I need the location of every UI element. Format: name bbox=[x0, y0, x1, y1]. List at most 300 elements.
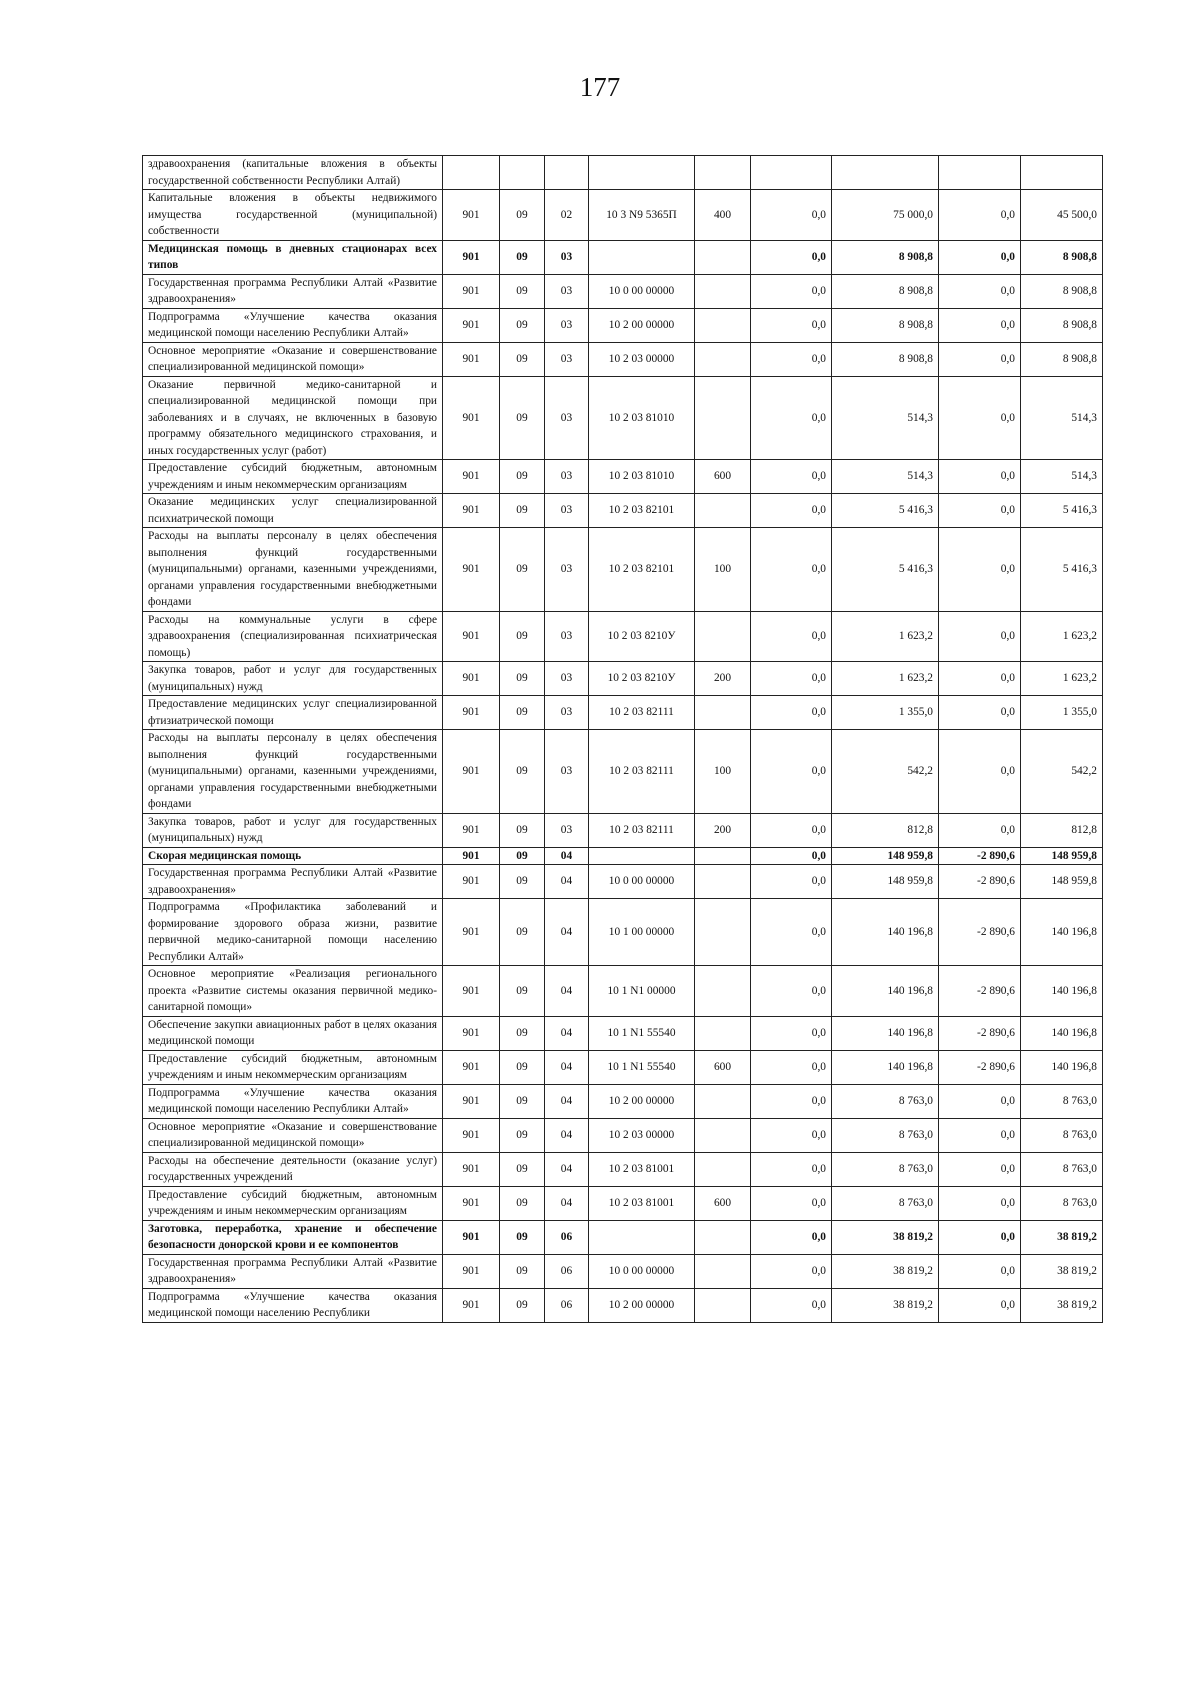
table-row bbox=[143, 460, 1103, 494]
amount-cell-1: 0,0 bbox=[751, 611, 832, 662]
amount-cell-2: 38 819,2 bbox=[832, 1220, 939, 1254]
target-article-cell: 10 2 03 8210У bbox=[589, 611, 695, 662]
ministry-code-cell: 901 bbox=[443, 1220, 500, 1254]
target-article-cell: 10 2 00 00000 bbox=[589, 308, 695, 342]
amount-cell-1: 0,0 bbox=[751, 865, 832, 899]
row-name-cell: Предоставление субсидий бюджетным, автономным учреждениям и иным некоммерческим организациям bbox=[143, 1186, 443, 1220]
row-name-cell: Оказание первичной медико-санитарной и специализированной медицинской помощи при заболеваниях и в случаях, не включенных в базовую программу обязательного медицинского страхования, и иных государственных услуг (работ) bbox=[143, 376, 443, 460]
amount-cell-2: 8 908,8 bbox=[832, 274, 939, 308]
amount-cell-3: 0,0 bbox=[939, 240, 1021, 274]
budget-table bbox=[142, 155, 1103, 1323]
amount-cell-3: -2 890,6 bbox=[939, 847, 1021, 865]
expense-type-cell: 200 bbox=[695, 662, 751, 696]
amount-cell-2: 75 000,0 bbox=[832, 190, 939, 241]
section-code-cell: 09 bbox=[500, 730, 545, 814]
expense-type-cell bbox=[695, 1288, 751, 1322]
row-name-cell: Расходы на выплаты персоналу в целях обеспечения выполнения функций государственными (муниципальными) органами, казенными учреждениями, органами управления государственными внебюджетными фондами bbox=[143, 730, 443, 814]
amount-cell-4: 1 623,2 bbox=[1021, 662, 1103, 696]
amount-cell-4: 8 763,0 bbox=[1021, 1152, 1103, 1186]
target-article-cell: 10 1 N1 55540 bbox=[589, 1050, 695, 1084]
subsection-code-cell: 03 bbox=[545, 730, 589, 814]
table-row bbox=[143, 1118, 1103, 1152]
amount-cell-3: 0,0 bbox=[939, 696, 1021, 730]
expense-type-cell: 400 bbox=[695, 190, 751, 241]
amount-cell-4: 140 196,8 bbox=[1021, 899, 1103, 966]
subsection-code-cell: 06 bbox=[545, 1220, 589, 1254]
row-name-cell: Медицинская помощь в дневных стационарах всех типов bbox=[143, 240, 443, 274]
subsection-code-cell: 03 bbox=[545, 376, 589, 460]
ministry-code-cell: 901 bbox=[443, 966, 500, 1017]
row-name-cell: Закупка товаров, работ и услуг для государственных (муниципальных) нужд bbox=[143, 662, 443, 696]
amount-cell-2: 140 196,8 bbox=[832, 899, 939, 966]
ministry-code-cell: 901 bbox=[443, 308, 500, 342]
amount-cell-2: 8 763,0 bbox=[832, 1152, 939, 1186]
amount-cell-2: 140 196,8 bbox=[832, 1016, 939, 1050]
target-article-cell bbox=[589, 847, 695, 865]
amount-cell-3: 0,0 bbox=[939, 1118, 1021, 1152]
amount-cell-3: -2 890,6 bbox=[939, 966, 1021, 1017]
ministry-code-cell: 901 bbox=[443, 611, 500, 662]
subsection-code-cell: 03 bbox=[545, 308, 589, 342]
target-article-cell: 10 2 03 82111 bbox=[589, 813, 695, 847]
expense-type-cell bbox=[695, 494, 751, 528]
expense-type-cell bbox=[695, 865, 751, 899]
ministry-code-cell: 901 bbox=[443, 342, 500, 376]
amount-cell-1: 0,0 bbox=[751, 966, 832, 1017]
target-article-cell: 10 1 N1 00000 bbox=[589, 966, 695, 1017]
target-article-cell: 10 2 03 8210У bbox=[589, 662, 695, 696]
amount-cell-1: 0,0 bbox=[751, 460, 832, 494]
subsection-code-cell: 04 bbox=[545, 865, 589, 899]
amount-cell-2: 8 908,8 bbox=[832, 240, 939, 274]
section-code-cell: 09 bbox=[500, 1186, 545, 1220]
amount-cell-4: 542,2 bbox=[1021, 730, 1103, 814]
expense-type-cell: 100 bbox=[695, 730, 751, 814]
table-row bbox=[143, 1050, 1103, 1084]
ministry-code-cell: 901 bbox=[443, 696, 500, 730]
table-row bbox=[143, 376, 1103, 460]
ministry-code-cell: 901 bbox=[443, 847, 500, 865]
target-article-cell: 10 2 03 81010 bbox=[589, 460, 695, 494]
table-row bbox=[143, 240, 1103, 274]
row-name-cell: Предоставление субсидий бюджетным, автономным учреждениям и иным некоммерческим организациям bbox=[143, 1050, 443, 1084]
amount-cell-4: 140 196,8 bbox=[1021, 1050, 1103, 1084]
section-code-cell: 09 bbox=[500, 460, 545, 494]
expense-type-cell bbox=[695, 376, 751, 460]
amount-cell-3: 0,0 bbox=[939, 1220, 1021, 1254]
ministry-code-cell: 901 bbox=[443, 376, 500, 460]
ministry-code-cell: 901 bbox=[443, 1118, 500, 1152]
amount-cell-1: 0,0 bbox=[751, 494, 832, 528]
target-article-cell: 10 2 03 81001 bbox=[589, 1186, 695, 1220]
table-row bbox=[143, 190, 1103, 241]
subsection-code-cell: 04 bbox=[545, 1016, 589, 1050]
amount-cell-3: -2 890,6 bbox=[939, 1016, 1021, 1050]
target-article-cell: 10 2 03 82101 bbox=[589, 528, 695, 612]
table-row bbox=[143, 611, 1103, 662]
amount-cell-2: 8 908,8 bbox=[832, 308, 939, 342]
amount-cell-2 bbox=[832, 156, 939, 190]
ministry-code-cell: 901 bbox=[443, 1186, 500, 1220]
row-name-cell: Основное мероприятие «Оказание и совершенствование специализированной медицинской помощи» bbox=[143, 342, 443, 376]
expense-type-cell bbox=[695, 274, 751, 308]
ministry-code-cell: 901 bbox=[443, 274, 500, 308]
amount-cell-4: 38 819,2 bbox=[1021, 1288, 1103, 1322]
table-row bbox=[143, 1186, 1103, 1220]
ministry-code-cell: 901 bbox=[443, 1288, 500, 1322]
row-name-cell: здравоохранения (капитальные вложения в объекты государственной собственности Республики Алтай) bbox=[143, 156, 443, 190]
row-name-cell: Государственная программа Республики Алтай «Развитие здравоохранения» bbox=[143, 865, 443, 899]
section-code-cell: 09 bbox=[500, 240, 545, 274]
expense-type-cell bbox=[695, 156, 751, 190]
amount-cell-2: 514,3 bbox=[832, 376, 939, 460]
section-code-cell: 09 bbox=[500, 847, 545, 865]
table-row bbox=[143, 156, 1103, 190]
table-row bbox=[143, 813, 1103, 847]
amount-cell-1: 0,0 bbox=[751, 274, 832, 308]
table-row bbox=[143, 1016, 1103, 1050]
row-name-cell: Подпрограмма «Улучшение качества оказания медицинской помощи населению Республики Алтай» bbox=[143, 308, 443, 342]
amount-cell-4: 8 908,8 bbox=[1021, 342, 1103, 376]
target-article-cell: 10 2 03 81001 bbox=[589, 1152, 695, 1186]
amount-cell-2: 5 416,3 bbox=[832, 494, 939, 528]
amount-cell-1: 0,0 bbox=[751, 308, 832, 342]
section-code-cell: 09 bbox=[500, 528, 545, 612]
section-code-cell: 09 bbox=[500, 966, 545, 1017]
amount-cell-4: 5 416,3 bbox=[1021, 528, 1103, 612]
section-code-cell: 09 bbox=[500, 1016, 545, 1050]
subsection-code-cell: 03 bbox=[545, 696, 589, 730]
amount-cell-4: 8 908,8 bbox=[1021, 274, 1103, 308]
table-row bbox=[143, 308, 1103, 342]
target-article-cell: 10 0 00 00000 bbox=[589, 274, 695, 308]
row-name-cell: Государственная программа Республики Алтай «Развитие здравоохранения» bbox=[143, 274, 443, 308]
subsection-code-cell: 06 bbox=[545, 1254, 589, 1288]
amount-cell-2: 38 819,2 bbox=[832, 1288, 939, 1322]
target-article-cell: 10 2 03 81010 bbox=[589, 376, 695, 460]
section-code-cell: 09 bbox=[500, 1288, 545, 1322]
section-code-cell: 09 bbox=[500, 376, 545, 460]
amount-cell-4: 148 959,8 bbox=[1021, 847, 1103, 865]
subsection-code-cell: 03 bbox=[545, 528, 589, 612]
amount-cell-4: 45 500,0 bbox=[1021, 190, 1103, 241]
section-code-cell: 09 bbox=[500, 662, 545, 696]
table-row bbox=[143, 274, 1103, 308]
amount-cell-4: 8 908,8 bbox=[1021, 308, 1103, 342]
section-code-cell: 09 bbox=[500, 342, 545, 376]
table-row bbox=[143, 342, 1103, 376]
expense-type-cell bbox=[695, 1118, 751, 1152]
amount-cell-1: 0,0 bbox=[751, 813, 832, 847]
amount-cell-3: 0,0 bbox=[939, 1084, 1021, 1118]
amount-cell-2: 8 763,0 bbox=[832, 1186, 939, 1220]
target-article-cell bbox=[589, 1220, 695, 1254]
amount-cell-1: 0,0 bbox=[751, 342, 832, 376]
row-name-cell: Основное мероприятие «Оказание и совершенствование специализированной медицинской помощи» bbox=[143, 1118, 443, 1152]
amount-cell-3: -2 890,6 bbox=[939, 865, 1021, 899]
amount-cell-2: 140 196,8 bbox=[832, 966, 939, 1017]
ministry-code-cell: 901 bbox=[443, 662, 500, 696]
amount-cell-1: 0,0 bbox=[751, 1186, 832, 1220]
amount-cell-1: 0,0 bbox=[751, 730, 832, 814]
target-article-cell bbox=[589, 240, 695, 274]
expense-type-cell: 600 bbox=[695, 1186, 751, 1220]
subsection-code-cell: 04 bbox=[545, 1050, 589, 1084]
amount-cell-4: 8 763,0 bbox=[1021, 1084, 1103, 1118]
amount-cell-3: 0,0 bbox=[939, 376, 1021, 460]
ministry-code-cell: 901 bbox=[443, 460, 500, 494]
subsection-code-cell bbox=[545, 156, 589, 190]
amount-cell-2: 148 959,8 bbox=[832, 847, 939, 865]
ministry-code-cell bbox=[443, 156, 500, 190]
section-code-cell: 09 bbox=[500, 494, 545, 528]
expense-type-cell bbox=[695, 342, 751, 376]
table-row bbox=[143, 1254, 1103, 1288]
table-row bbox=[143, 899, 1103, 966]
expense-type-cell bbox=[695, 1084, 751, 1118]
amount-cell-2: 1 623,2 bbox=[832, 611, 939, 662]
amount-cell-4: 8 908,8 bbox=[1021, 240, 1103, 274]
amount-cell-4: 38 819,2 bbox=[1021, 1254, 1103, 1288]
amount-cell-1: 0,0 bbox=[751, 240, 832, 274]
table-row bbox=[143, 662, 1103, 696]
expense-type-cell bbox=[695, 966, 751, 1017]
amount-cell-4: 812,8 bbox=[1021, 813, 1103, 847]
amount-cell-2: 38 819,2 bbox=[832, 1254, 939, 1288]
section-code-cell: 09 bbox=[500, 813, 545, 847]
subsection-code-cell: 03 bbox=[545, 460, 589, 494]
ministry-code-cell: 901 bbox=[443, 1254, 500, 1288]
amount-cell-3: 0,0 bbox=[939, 611, 1021, 662]
section-code-cell: 09 bbox=[500, 696, 545, 730]
amount-cell-4: 140 196,8 bbox=[1021, 966, 1103, 1017]
target-article-cell: 10 2 03 82111 bbox=[589, 696, 695, 730]
expense-type-cell bbox=[695, 240, 751, 274]
subsection-code-cell: 03 bbox=[545, 662, 589, 696]
row-name-cell: Подпрограмма «Профилактика заболеваний и формирование здорового образа жизни, развитие первичной медико-санитарной помощи населению Республики Алтай» bbox=[143, 899, 443, 966]
target-article-cell: 10 0 00 00000 bbox=[589, 865, 695, 899]
row-name-cell: Расходы на обеспечение деятельности (оказание услуг) государственных учреждений bbox=[143, 1152, 443, 1186]
table-row bbox=[143, 528, 1103, 612]
expense-type-cell bbox=[695, 847, 751, 865]
amount-cell-4: 5 416,3 bbox=[1021, 494, 1103, 528]
row-name-cell: Закупка товаров, работ и услуг для государственных (муниципальных) нужд bbox=[143, 813, 443, 847]
section-code-cell: 09 bbox=[500, 899, 545, 966]
section-code-cell: 09 bbox=[500, 308, 545, 342]
table-row bbox=[143, 847, 1103, 865]
row-name-cell: Обеспечение закупки авиационных работ в целях оказания медицинской помощи bbox=[143, 1016, 443, 1050]
amount-cell-4: 514,3 bbox=[1021, 376, 1103, 460]
amount-cell-2: 5 416,3 bbox=[832, 528, 939, 612]
subsection-code-cell: 04 bbox=[545, 899, 589, 966]
target-article-cell: 10 2 03 82101 bbox=[589, 494, 695, 528]
subsection-code-cell: 04 bbox=[545, 847, 589, 865]
row-name-cell: Заготовка, переработка, хранение и обеспечение безопасности донорской крови и ее компонентов bbox=[143, 1220, 443, 1254]
amount-cell-1: 0,0 bbox=[751, 899, 832, 966]
amount-cell-2: 8 763,0 bbox=[832, 1118, 939, 1152]
section-code-cell: 09 bbox=[500, 190, 545, 241]
amount-cell-1: 0,0 bbox=[751, 662, 832, 696]
amount-cell-1: 0,0 bbox=[751, 696, 832, 730]
ministry-code-cell: 901 bbox=[443, 865, 500, 899]
row-name-cell: Основное мероприятие «Реализация регионального проекта «Развитие системы оказания первичной медико-санитарной помощи» bbox=[143, 966, 443, 1017]
amount-cell-3: -2 890,6 bbox=[939, 899, 1021, 966]
row-name-cell: Подпрограмма «Улучшение качества оказания медицинской помощи населению Республики bbox=[143, 1288, 443, 1322]
subsection-code-cell: 04 bbox=[545, 1152, 589, 1186]
ministry-code-cell: 901 bbox=[443, 1152, 500, 1186]
ministry-code-cell: 901 bbox=[443, 899, 500, 966]
amount-cell-1: 0,0 bbox=[751, 1084, 832, 1118]
target-article-cell: 10 2 03 00000 bbox=[589, 1118, 695, 1152]
amount-cell-4: 514,3 bbox=[1021, 460, 1103, 494]
amount-cell-1: 0,0 bbox=[751, 1152, 832, 1186]
expense-type-cell bbox=[695, 1152, 751, 1186]
row-name-cell: Предоставление субсидий бюджетным, автономным учреждениям и иным некоммерческим организациям bbox=[143, 460, 443, 494]
subsection-code-cell: 03 bbox=[545, 274, 589, 308]
table-row bbox=[143, 1084, 1103, 1118]
amount-cell-1: 0,0 bbox=[751, 847, 832, 865]
row-name-cell: Оказание медицинских услуг специализированной психиатрической помощи bbox=[143, 494, 443, 528]
expense-type-cell: 100 bbox=[695, 528, 751, 612]
subsection-code-cell: 03 bbox=[545, 240, 589, 274]
amount-cell-2: 542,2 bbox=[832, 730, 939, 814]
amount-cell-1 bbox=[751, 156, 832, 190]
target-article-cell: 10 2 00 00000 bbox=[589, 1288, 695, 1322]
table-row bbox=[143, 1152, 1103, 1186]
section-code-cell: 09 bbox=[500, 1152, 545, 1186]
page-number: 177 bbox=[579, 72, 621, 102]
amount-cell-2: 148 959,8 bbox=[832, 865, 939, 899]
expense-type-cell: 600 bbox=[695, 460, 751, 494]
ministry-code-cell: 901 bbox=[443, 1016, 500, 1050]
amount-cell-3: 0,0 bbox=[939, 1254, 1021, 1288]
ministry-code-cell: 901 bbox=[443, 730, 500, 814]
subsection-code-cell: 04 bbox=[545, 1084, 589, 1118]
target-article-cell: 10 1 00 00000 bbox=[589, 899, 695, 966]
table-row bbox=[143, 865, 1103, 899]
amount-cell-4: 8 763,0 bbox=[1021, 1118, 1103, 1152]
subsection-code-cell: 04 bbox=[545, 966, 589, 1017]
table-row bbox=[143, 730, 1103, 814]
table-row bbox=[143, 1220, 1103, 1254]
subsection-code-cell: 03 bbox=[545, 342, 589, 376]
row-name-cell: Предоставление медицинских услуг специализированной фтизиатрической помощи bbox=[143, 696, 443, 730]
amount-cell-4: 140 196,8 bbox=[1021, 1016, 1103, 1050]
row-name-cell: Расходы на коммунальные услуги в сфере здравоохранения (специализированная психиатрическая помощь) bbox=[143, 611, 443, 662]
amount-cell-4: 8 763,0 bbox=[1021, 1186, 1103, 1220]
amount-cell-1: 0,0 bbox=[751, 376, 832, 460]
expense-type-cell: 200 bbox=[695, 813, 751, 847]
amount-cell-2: 1 623,2 bbox=[832, 662, 939, 696]
subsection-code-cell: 03 bbox=[545, 813, 589, 847]
amount-cell-4: 1 623,2 bbox=[1021, 611, 1103, 662]
section-code-cell bbox=[500, 156, 545, 190]
amount-cell-3: 0,0 bbox=[939, 1288, 1021, 1322]
amount-cell-4: 1 355,0 bbox=[1021, 696, 1103, 730]
amount-cell-4: 148 959,8 bbox=[1021, 865, 1103, 899]
amount-cell-2: 1 355,0 bbox=[832, 696, 939, 730]
amount-cell-3: -2 890,6 bbox=[939, 1050, 1021, 1084]
amount-cell-1: 0,0 bbox=[751, 1254, 832, 1288]
amount-cell-3: 0,0 bbox=[939, 460, 1021, 494]
amount-cell-1: 0,0 bbox=[751, 1288, 832, 1322]
ministry-code-cell: 901 bbox=[443, 494, 500, 528]
amount-cell-3 bbox=[939, 156, 1021, 190]
target-article-cell bbox=[589, 156, 695, 190]
target-article-cell: 10 0 00 00000 bbox=[589, 1254, 695, 1288]
amount-cell-3: 0,0 bbox=[939, 494, 1021, 528]
row-name-cell: Скорая медицинская помощь bbox=[143, 847, 443, 865]
amount-cell-2: 8 908,8 bbox=[832, 342, 939, 376]
ministry-code-cell: 901 bbox=[443, 1050, 500, 1084]
amount-cell-2: 8 763,0 bbox=[832, 1084, 939, 1118]
amount-cell-3: 0,0 bbox=[939, 274, 1021, 308]
target-article-cell: 10 1 N1 55540 bbox=[589, 1016, 695, 1050]
table-row bbox=[143, 966, 1103, 1017]
section-code-cell: 09 bbox=[500, 274, 545, 308]
subsection-code-cell: 02 bbox=[545, 190, 589, 241]
amount-cell-3: 0,0 bbox=[939, 813, 1021, 847]
amount-cell-3: 0,0 bbox=[939, 528, 1021, 612]
amount-cell-1: 0,0 bbox=[751, 528, 832, 612]
amount-cell-1: 0,0 bbox=[751, 1016, 832, 1050]
table-row bbox=[143, 1288, 1103, 1322]
amount-cell-4: 38 819,2 bbox=[1021, 1220, 1103, 1254]
amount-cell-3: 0,0 bbox=[939, 308, 1021, 342]
target-article-cell: 10 2 03 82111 bbox=[589, 730, 695, 814]
subsection-code-cell: 06 bbox=[545, 1288, 589, 1322]
amount-cell-2: 812,8 bbox=[832, 813, 939, 847]
expense-type-cell bbox=[695, 1016, 751, 1050]
ministry-code-cell: 901 bbox=[443, 528, 500, 612]
target-article-cell: 10 3 N9 5365П bbox=[589, 190, 695, 241]
subsection-code-cell: 03 bbox=[545, 611, 589, 662]
section-code-cell: 09 bbox=[500, 611, 545, 662]
target-article-cell: 10 2 00 00000 bbox=[589, 1084, 695, 1118]
amount-cell-3: 0,0 bbox=[939, 662, 1021, 696]
amount-cell-2: 140 196,8 bbox=[832, 1050, 939, 1084]
row-name-cell: Капитальные вложения в объекты недвижимого имущества государственной (муниципальной) собственности bbox=[143, 190, 443, 241]
expense-type-cell bbox=[695, 1254, 751, 1288]
amount-cell-3: 0,0 bbox=[939, 342, 1021, 376]
section-code-cell: 09 bbox=[500, 1118, 545, 1152]
amount-cell-1: 0,0 bbox=[751, 1118, 832, 1152]
amount-cell-1: 0,0 bbox=[751, 1050, 832, 1084]
expense-type-cell bbox=[695, 308, 751, 342]
subsection-code-cell: 04 bbox=[545, 1118, 589, 1152]
amount-cell-1: 0,0 bbox=[751, 1220, 832, 1254]
expense-type-cell bbox=[695, 696, 751, 730]
amount-cell-2: 514,3 bbox=[832, 460, 939, 494]
amount-cell-3: 0,0 bbox=[939, 1186, 1021, 1220]
expense-type-cell bbox=[695, 1220, 751, 1254]
section-code-cell: 09 bbox=[500, 1050, 545, 1084]
section-code-cell: 09 bbox=[500, 1084, 545, 1118]
subsection-code-cell: 04 bbox=[545, 1186, 589, 1220]
expense-type-cell: 600 bbox=[695, 1050, 751, 1084]
section-code-cell: 09 bbox=[500, 865, 545, 899]
section-code-cell: 09 bbox=[500, 1220, 545, 1254]
amount-cell-4 bbox=[1021, 156, 1103, 190]
table-body bbox=[143, 156, 1103, 1323]
ministry-code-cell: 901 bbox=[443, 190, 500, 241]
amount-cell-3: 0,0 bbox=[939, 730, 1021, 814]
amount-cell-1: 0,0 bbox=[751, 190, 832, 241]
ministry-code-cell: 901 bbox=[443, 1084, 500, 1118]
row-name-cell: Расходы на выплаты персоналу в целях обеспечения выполнения функций государственными (муниципальными) органами, казенными учреждениями, органами управления государственными внебюджетными фондами bbox=[143, 528, 443, 612]
amount-cell-3: 0,0 bbox=[939, 1152, 1021, 1186]
expense-type-cell bbox=[695, 899, 751, 966]
